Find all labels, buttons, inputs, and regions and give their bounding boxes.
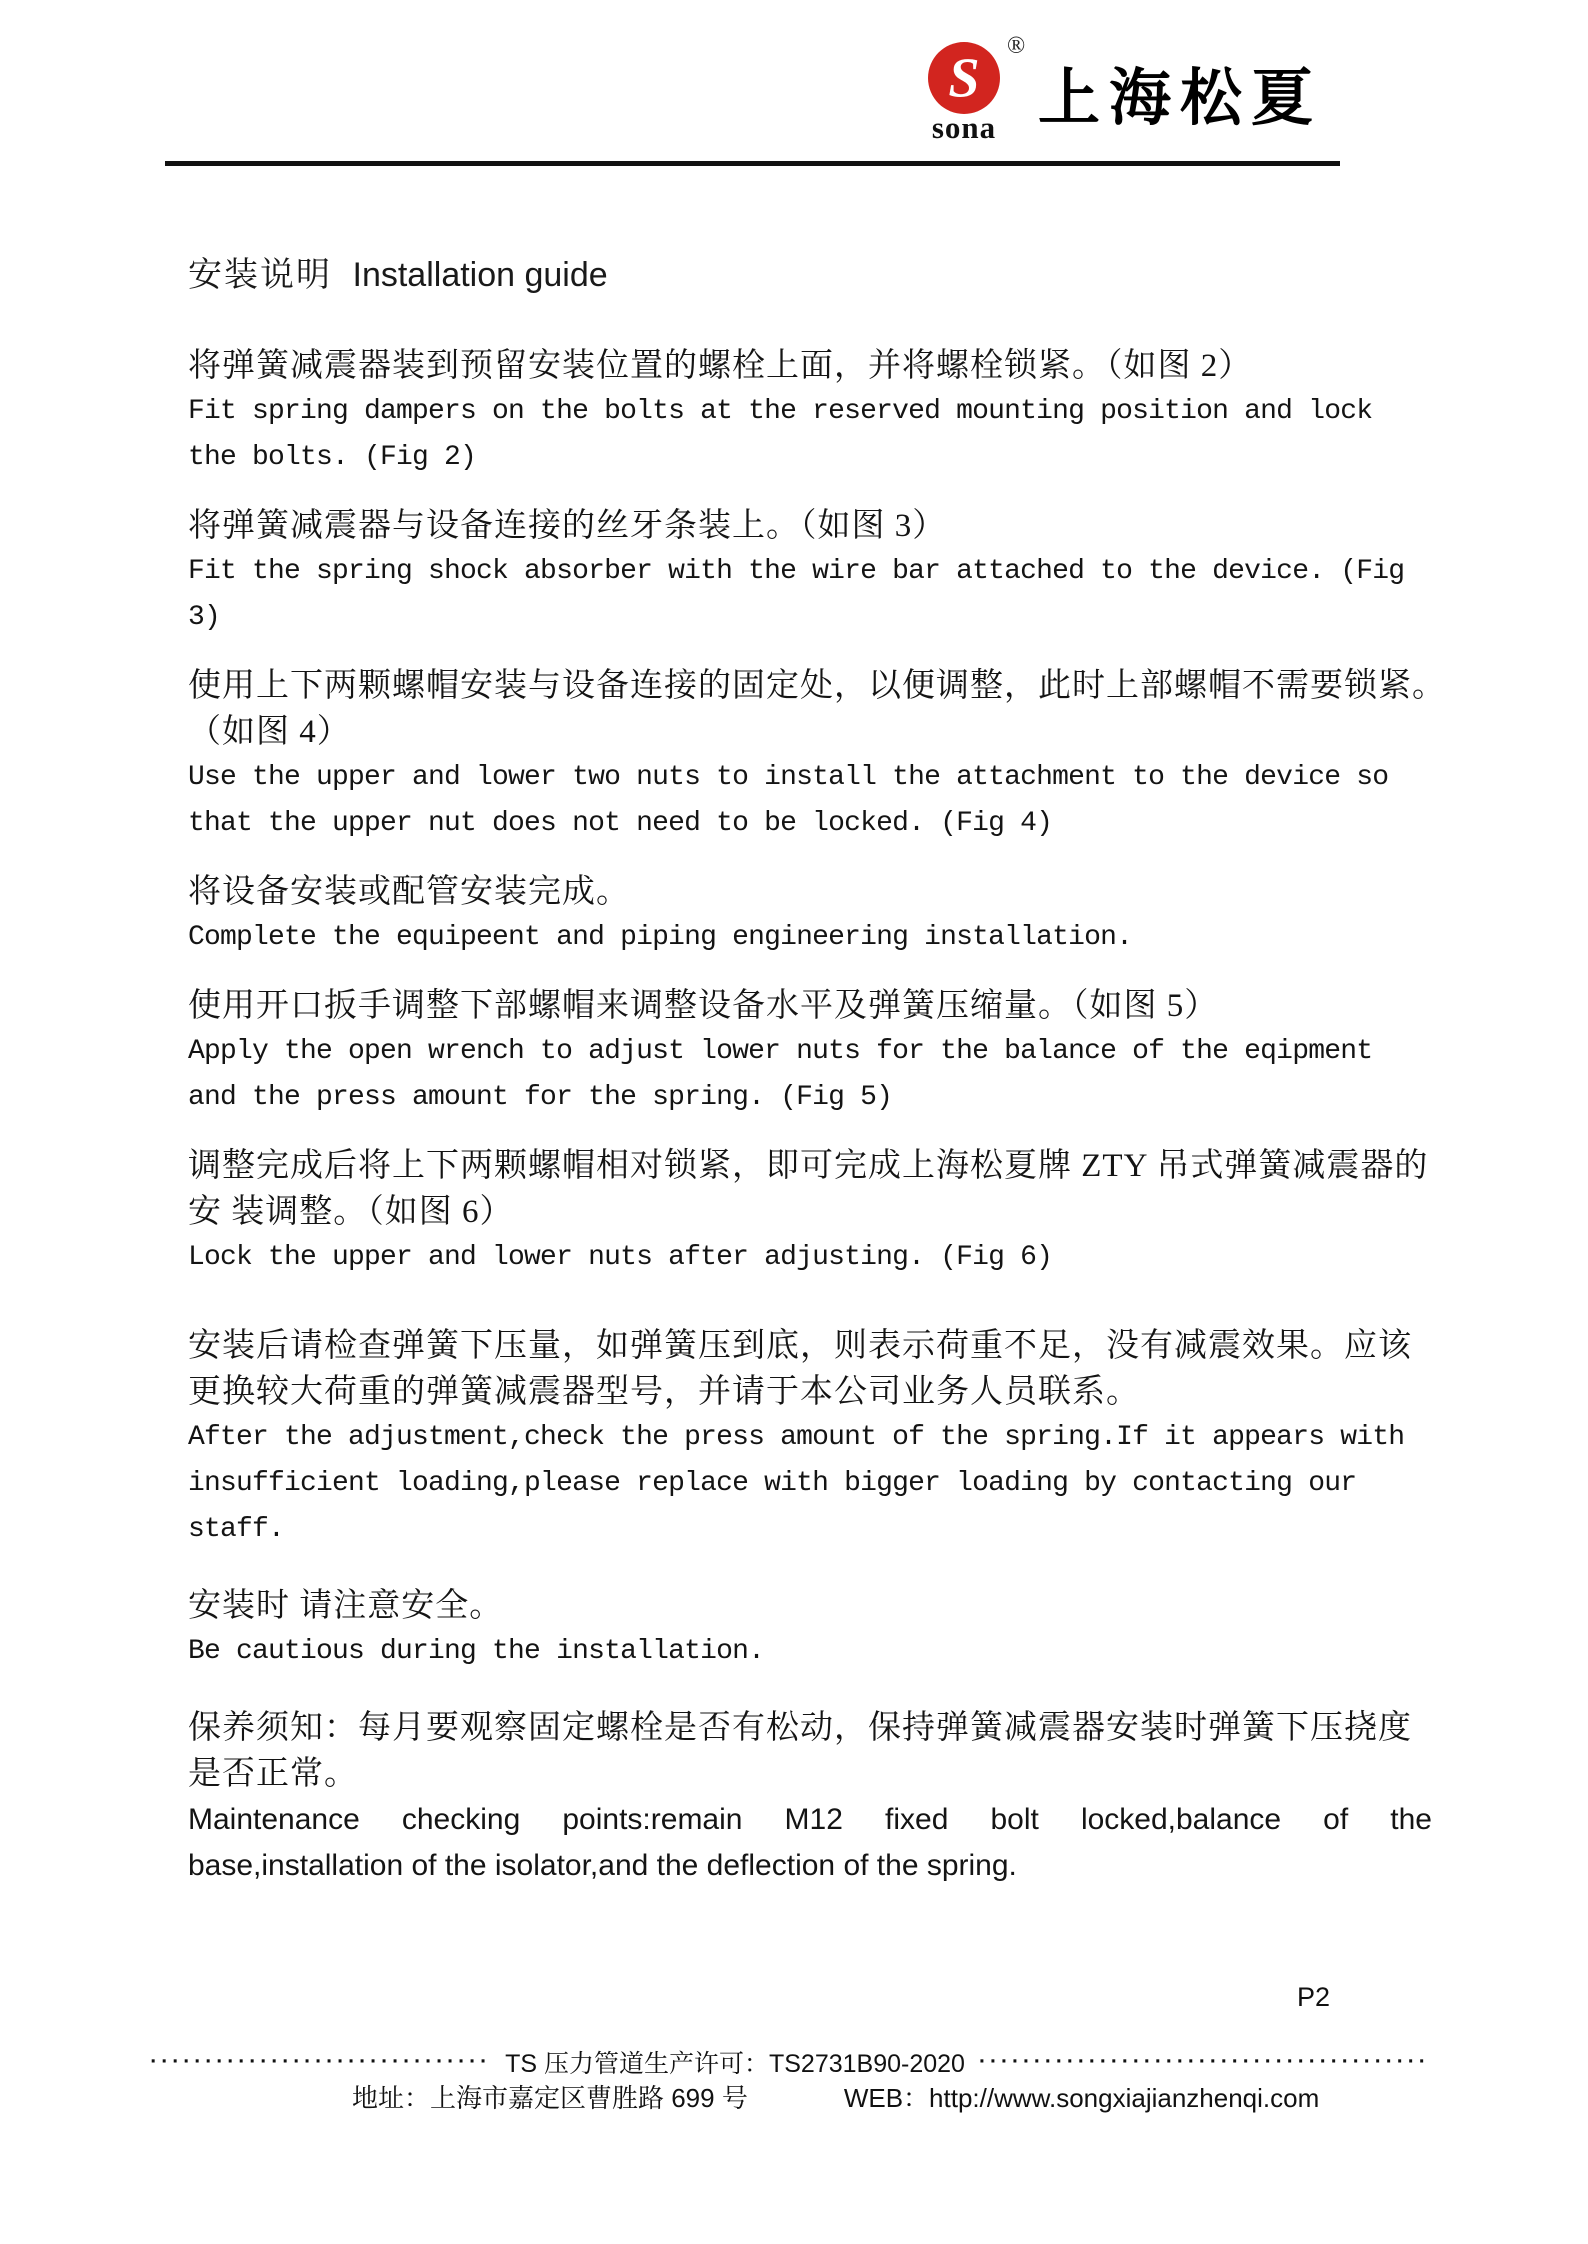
paragraph-line-en: the bolts. (Fig 2) <box>188 442 477 473</box>
paragraph-line-cn: （如图 4） <box>188 714 351 750</box>
paragraph-line-en: Use the upper and lower two nuts to install the attachment to the device so <box>188 762 1389 793</box>
page-title-cn: 安装说明 <box>188 257 332 294</box>
paragraph-line-en: Complete the equipeent and piping engineering installation. <box>188 922 1133 953</box>
paragraph <box>188 343 1432 481</box>
paragraph-line-cn: 调整完成后将上下两颗螺帽相对锁紧，即可完成上海松夏牌 ZTY 吊式弹簧减震器的 <box>188 1148 1429 1184</box>
footer-website: WEB：http://www.songxiajianzhenqi.com <box>843 2083 1320 2113</box>
paragraph-line-en: base,installation of the isolator,and the deflection of the spring. <box>188 1849 1017 1882</box>
paragraph-line-en: and the press amount for the spring. (Fig 5) <box>188 1082 893 1113</box>
paragraph-line-cn: 使用开口扳手调整下部螺帽来调整设备水平及弹簧压缩量。（如图 5） <box>188 988 1219 1024</box>
paragraph <box>188 1323 1432 1553</box>
paragraph <box>188 503 1432 641</box>
paragraph-line-cn: 使用上下两颗螺帽安装与设备连接的固定处，以便调整，此时上部螺帽不需要锁紧。 <box>188 668 1446 704</box>
main-content <box>188 252 1446 1911</box>
brand-sona-text: sona <box>931 110 997 145</box>
paragraph-line-cn: 更换较大荷重的弹簧减震器型号，并请于本公司业务人员联系。 <box>188 1374 1140 1410</box>
paragraph-line-cn: 将弹簧减震器与设备连接的丝牙条装上。（如图 3） <box>188 508 947 544</box>
svg-text:S: S <box>948 47 980 110</box>
paragraph-line-en: Maintenance checking points:remain M12 fixed bolt locked,balance of the <box>188 1803 1432 1836</box>
footer-license-text: TS 压力管道生产许可：TS2731B90-2020 <box>505 2050 965 2078</box>
paragraph-line-cn: 安 装调整。（如图 6） <box>188 1194 514 1230</box>
paragraph-line-en: Fit spring dampers on the bolts at the reserved mounting position and lock <box>188 396 1373 427</box>
footer-license-row <box>150 2044 1430 2080</box>
paragraph-line-en: Fit the spring shock absorber with the wire bar attached to the device. (Fig <box>188 556 1405 587</box>
paragraph-line-en: Lock the upper and lower nuts after adjusting. (Fig 6) <box>188 1242 1053 1273</box>
paragraph <box>188 869 1432 961</box>
installation-steps <box>188 343 1446 1889</box>
paragraph-line-cn: 是否正常。 <box>188 1756 358 1792</box>
paragraph-line-cn: 安装时 请注意安全。 <box>188 1588 504 1624</box>
paragraph-line-en: Be cautious during the installation. <box>188 1636 765 1667</box>
paragraph <box>188 1705 1432 1889</box>
paragraph-line-en: 3) <box>188 602 221 633</box>
footer-contact-row <box>352 2078 1452 2115</box>
sona-logo-icon <box>928 42 1000 114</box>
registered-trademark-icon: ® <box>1007 33 1026 59</box>
header-divider <box>165 161 1340 166</box>
paragraph-line-cn: 将弹簧减震器装到预留安装位置的螺栓上面，并将螺栓锁紧。（如图 2） <box>188 348 1253 384</box>
paragraph <box>188 1583 1432 1675</box>
paragraph-line-cn: 将设备安装或配管安装完成。 <box>188 874 630 910</box>
paragraph-line-en: After the adjustment,check the press amount of the spring.If it appears with <box>188 1422 1405 1453</box>
page-title <box>188 252 1432 299</box>
paragraph <box>188 663 1446 847</box>
paragraph-line-cn: 保养须知：每月要观察固定螺栓是否有松动，保持弹簧减震器安装时弹簧下压挠度 <box>188 1710 1412 1746</box>
footer-address: 地址：上海市嘉定区曹胜路 699 号 <box>352 2083 748 2113</box>
paragraph-line-cn: 安装后请检查弹簧下压量，如弹簧压到底，则表示荷重不足，没有减震效果。应该 <box>188 1328 1412 1364</box>
paragraph-line-en: insufficient loading,please replace with bigger loading by contacting our <box>188 1468 1357 1499</box>
footer-dots-left: ······························· <box>150 2050 492 2073</box>
paragraph <box>188 983 1432 1121</box>
page-number: P2 <box>1297 1982 1331 2012</box>
paragraph-line-en: Apply the open wrench to adjust lower nuts for the balance of the eqipment <box>188 1036 1373 1067</box>
page-title-en: Installation guide <box>352 256 608 294</box>
footer-dots-right: ········································· <box>978 2050 1430 2073</box>
brand-name-chinese: 上海松夏 <box>1038 64 1323 133</box>
paragraph-line-en: staff. <box>188 1514 285 1545</box>
paragraph <box>188 1143 1432 1281</box>
paragraph-line-en: that the upper nut does not need to be locked. (Fig 4) <box>188 808 1053 839</box>
